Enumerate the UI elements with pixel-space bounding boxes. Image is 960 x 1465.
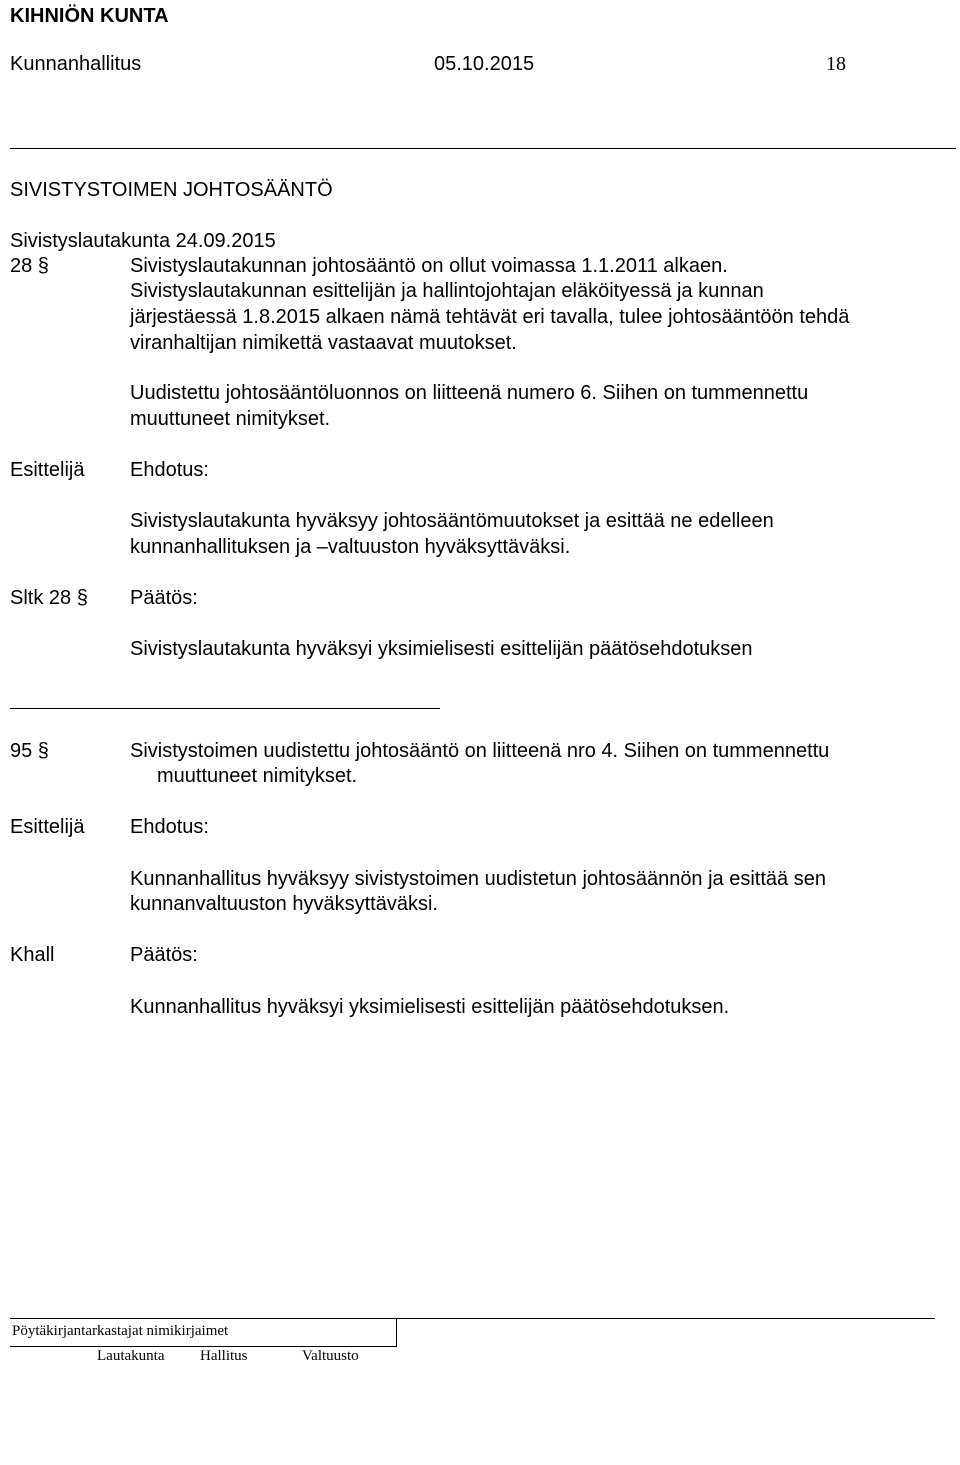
footer-col-lautakunta: Lautakunta	[97, 1348, 165, 1364]
section1-decider-label: Sltk 28 §	[10, 587, 88, 609]
section1-decision-label: Päätös:	[130, 587, 198, 609]
section2-decider-label: Khall	[10, 944, 55, 966]
section1-proposal-label: Ehdotus:	[130, 459, 209, 481]
section1-para2-line1: Uudistettu johtosääntöluonnos on liitteenä numero 6. Siihen on tummennettu	[130, 382, 809, 404]
footer-caption: Pöytäkirjantarkastajat nimikirjaimet	[12, 1323, 229, 1339]
section1-para1-line4: viranhaltijan nimikettä vastaavat muutokset.	[130, 332, 517, 354]
section2-proposal-line1: Kunnanhallitus hyväksyy sivistystoimen uudistetun johtosäännön ja esittää sen	[130, 868, 826, 890]
section2-text-line1: Sivistystoimen uudistettu johtosääntö on liitteenä nro 4. Siihen on tummennettu	[130, 740, 830, 762]
footer-col-hallitus: Hallitus	[200, 1348, 248, 1364]
section-divider	[10, 708, 440, 709]
section2-decision-text: Kunnanhallitus hyväksyi yksimielisesti esittelijän päätösehdotuksen.	[130, 996, 730, 1018]
section1-proposal-line2: kunnanhallituksen ja –valtuuston hyväksyttäväksi.	[130, 536, 571, 558]
section1-para1-line1: Sivistyslautakunnan johtosääntö on ollut voimassa 1.1.2011 alkaen.	[130, 255, 728, 277]
section1-proposal-line1: Sivistyslautakunta hyväksyy johtosääntömuutokset ja esittää ne edelleen	[130, 510, 774, 532]
committee-date: Sivistyslautakunta 24.09.2015	[10, 230, 276, 252]
footer-top-line	[10, 1318, 935, 1319]
section1-presenter-label: Esittelijä	[10, 459, 85, 481]
section2-number: 95 §	[10, 740, 49, 762]
section1-para1-line3: järjestäessä 1.8.2015 alkaen nämä tehtävät eri tavalla, tulee johtosääntöön tehdä	[130, 306, 850, 328]
section1-decision-text: Sivistyslautakunta hyväksyi yksimielisesti esittelijän päätösehdotuksen	[130, 638, 753, 660]
section2-decision-label: Päätös:	[130, 944, 198, 966]
footer-vertical-divider	[396, 1318, 397, 1346]
section1-para1-line2: Sivistyslautakunnan esittelijän ja hallintojohtajan eläköityessä ja kunnan	[130, 280, 764, 302]
page-number: 18	[826, 53, 846, 75]
section2-proposal-label: Ehdotus:	[130, 816, 209, 838]
section2-text-line2: muuttuneet nimitykset.	[157, 765, 358, 787]
header-date: 05.10.2015	[434, 53, 535, 75]
section2-presenter-label: Esittelijä	[10, 816, 85, 838]
header-body: Kunnanhallitus	[10, 53, 142, 75]
org-name: KIHNIÖN KUNTA	[10, 5, 169, 27]
header-divider	[10, 148, 956, 149]
section2-proposal-line2: kunnanvaltuuston hyväksyttäväksi.	[130, 893, 438, 915]
document-title: SIVISTYSTOIMEN JOHTOSÄÄNTÖ	[10, 179, 333, 201]
section1-para2-line2: muuttuneet nimitykset.	[130, 408, 331, 430]
footer-col-valtuusto: Valtuusto	[302, 1348, 359, 1364]
section1-number: 28 §	[10, 255, 49, 277]
